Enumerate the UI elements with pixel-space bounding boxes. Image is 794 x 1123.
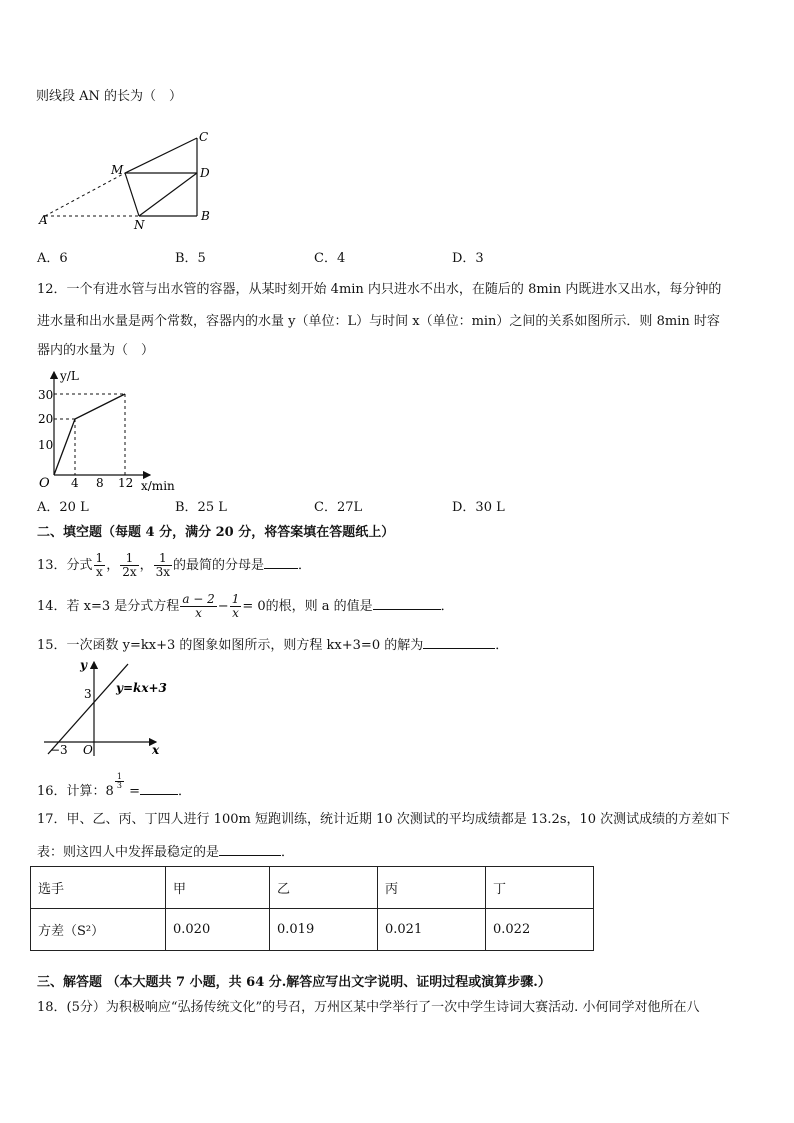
q12-xtick-12: 12 <box>118 476 134 490</box>
q12-ytick-30: 30 <box>38 388 54 402</box>
q16-eq: = <box>129 784 140 799</box>
label-D: D <box>200 166 210 180</box>
q11-option-b: B．5 <box>175 251 206 266</box>
q13-suffix: 的最简的分母是 <box>173 558 265 573</box>
q17-answer-blank[interactable] <box>219 842 281 856</box>
q16-prefix: 16．计算： <box>37 784 106 799</box>
q13-fraction-3 <box>154 552 172 579</box>
q11-geometry-figure <box>30 125 220 235</box>
q11-option-a: A．6 <box>37 251 68 266</box>
q17-end: ． <box>281 845 295 860</box>
q17-variance-table <box>30 866 594 951</box>
q12-x-axis-label: x/min <box>141 479 175 493</box>
q12-option-b: B．25 L <box>175 500 227 515</box>
segment-ND <box>139 173 197 216</box>
q15-text: 15．一次函数 y=kx+3 的图象如图所示，则方程 kx+3=0 的解为 <box>37 638 424 653</box>
q13-fraction-1 <box>94 552 106 579</box>
q12-line3: 器内的水量为（ ） <box>37 343 155 358</box>
q12-xtick-8: 8 <box>96 476 104 490</box>
label-A: A <box>39 213 48 227</box>
q11-option-d: D．3 <box>452 251 484 266</box>
q14-end: ． <box>440 599 454 614</box>
table-row <box>31 909 594 951</box>
table-row <box>31 867 594 909</box>
q17-line2-text: 表：则这四人中发挥最稳定的是 <box>37 845 220 860</box>
q13-line <box>37 548 311 584</box>
q15-origin-label: O <box>83 743 93 757</box>
q12-option-d: D．30 L <box>452 500 505 515</box>
q12-water-chart <box>30 366 180 496</box>
q13-f2-num: 1 <box>125 551 134 565</box>
table-header-cell: 甲 <box>166 867 270 909</box>
table-header-cell: 丙 <box>378 867 486 909</box>
q14-line <box>37 589 454 625</box>
q12-xtick-4: 4 <box>71 476 79 490</box>
table-header-cell: 乙 <box>270 867 378 909</box>
table-header-cell: 选手 <box>31 867 166 909</box>
label-N: N <box>134 218 145 232</box>
table-cell: 0.022 <box>486 909 594 951</box>
q14-fraction-1 <box>180 593 216 620</box>
q14-f2-den: x <box>230 606 242 620</box>
q12-option-c: C．27L <box>314 500 363 515</box>
q13-f3-num: 1 <box>159 551 167 565</box>
segment-MC <box>125 138 197 173</box>
q18-line1: 18．(5分）为积极响应“弘扬传统文化”的号召，万州区某中学举行了一次中学生诗词大赛活动. 小何同学对他所在八 <box>37 1000 700 1015</box>
q12-line1: 12．一个有进水管与出水管的容器，从某时刻开始 4min 内只进水不出水，在随后的 8min 内既进水又出水，每分钟的 <box>37 282 722 297</box>
q14-suffix: 的根，则 a 的值是 <box>265 599 373 614</box>
q16-answer-blank[interactable] <box>140 781 178 795</box>
q12-y-axis-label: y/L <box>60 369 79 383</box>
label-C: C <box>199 130 209 144</box>
q16-end: ． <box>177 784 191 799</box>
q16-line <box>37 773 191 805</box>
table-header-cell: 丁 <box>486 867 594 909</box>
q13-sep-2: ， <box>139 558 153 573</box>
q14-answer-blank[interactable] <box>373 596 441 610</box>
q14-prefix: 14．若 x=3 是分式方程 <box>37 599 180 614</box>
table-cell: 0.021 <box>378 909 486 951</box>
q15-x-label: x <box>152 743 160 757</box>
table-cell: 方差（S²） <box>31 909 166 951</box>
q13-end: ． <box>298 558 312 573</box>
table-cell: 0.019 <box>270 909 378 951</box>
segment-MN <box>125 173 139 216</box>
q15-linear-graph <box>38 656 178 761</box>
q15-line-kx3 <box>48 664 128 754</box>
q16-base: 8 <box>105 784 114 799</box>
q15-intercept-neg3: −3 <box>50 743 68 757</box>
q14-minus: − <box>217 599 229 614</box>
q14-eq: = 0 <box>242 599 266 614</box>
q15-intercept-3: 3 <box>84 687 92 701</box>
q12-option-a: A．20 L <box>37 500 89 515</box>
q14-f1-num: a − 2 <box>182 592 215 606</box>
q13-sep-1: ， <box>106 558 120 573</box>
section3-title: 三、解答题 （本大题共 7 小题，共 64 分.解答应写出文字说明、证明过程或演算步骤.） <box>37 975 551 990</box>
q13-f3-den: 3x <box>155 565 171 579</box>
q16-exp-num: 1 <box>116 772 122 781</box>
section2-title: 二、填空题（每题 4 分，满分 20 分，将答案填在答题纸上） <box>37 525 395 540</box>
q12-water-line <box>54 394 125 475</box>
q15-line <box>37 635 508 655</box>
q13-f1-den: x <box>94 565 106 579</box>
q15-answer-blank[interactable] <box>423 635 495 649</box>
q15-y-label: y <box>80 658 87 672</box>
q13-f2-den: 2x <box>122 565 137 579</box>
q11-stem-tail: 则线段 AN 的长为（ ） <box>36 89 183 104</box>
q17-line1: 17．甲、乙、丙、丁四人进行 100m 短跑训练，统计近期 10 次测试的平均成绩都是 13.2s，10 次测试成绩的方差如下 <box>37 812 731 827</box>
q17-line2 <box>37 842 294 862</box>
q15-end: ． <box>495 638 509 653</box>
label-M: M <box>111 163 124 177</box>
q13-fraction-2 <box>120 552 138 579</box>
q15-line-label: y=kx+3 <box>116 681 167 695</box>
q13-answer-blank[interactable] <box>264 555 298 569</box>
q16-exponent <box>115 773 124 790</box>
q14-f2-num: 1 <box>231 592 240 606</box>
q12-ytick-10: 10 <box>38 438 54 452</box>
q11-option-c: C．4 <box>314 251 346 266</box>
q12-line2: 进水量和出水量是两个常数，容器内的水量 y（单位：L）与时间 x（单位：min）之间的关系如图所示．则 8min 时容 <box>37 314 720 329</box>
q14-fraction-2 <box>230 593 242 620</box>
q14-f1-den: x <box>180 606 216 620</box>
q13-f1-num: 1 <box>95 551 104 565</box>
q16-exp-den: 3 <box>116 781 122 790</box>
segment-AM-dashed <box>45 173 125 216</box>
q12-ytick-20: 20 <box>38 412 54 426</box>
q13-prefix: 13．分式 <box>37 558 93 573</box>
q12-origin-label: O <box>39 476 50 491</box>
label-B: B <box>201 209 210 223</box>
table-cell: 0.020 <box>166 909 270 951</box>
